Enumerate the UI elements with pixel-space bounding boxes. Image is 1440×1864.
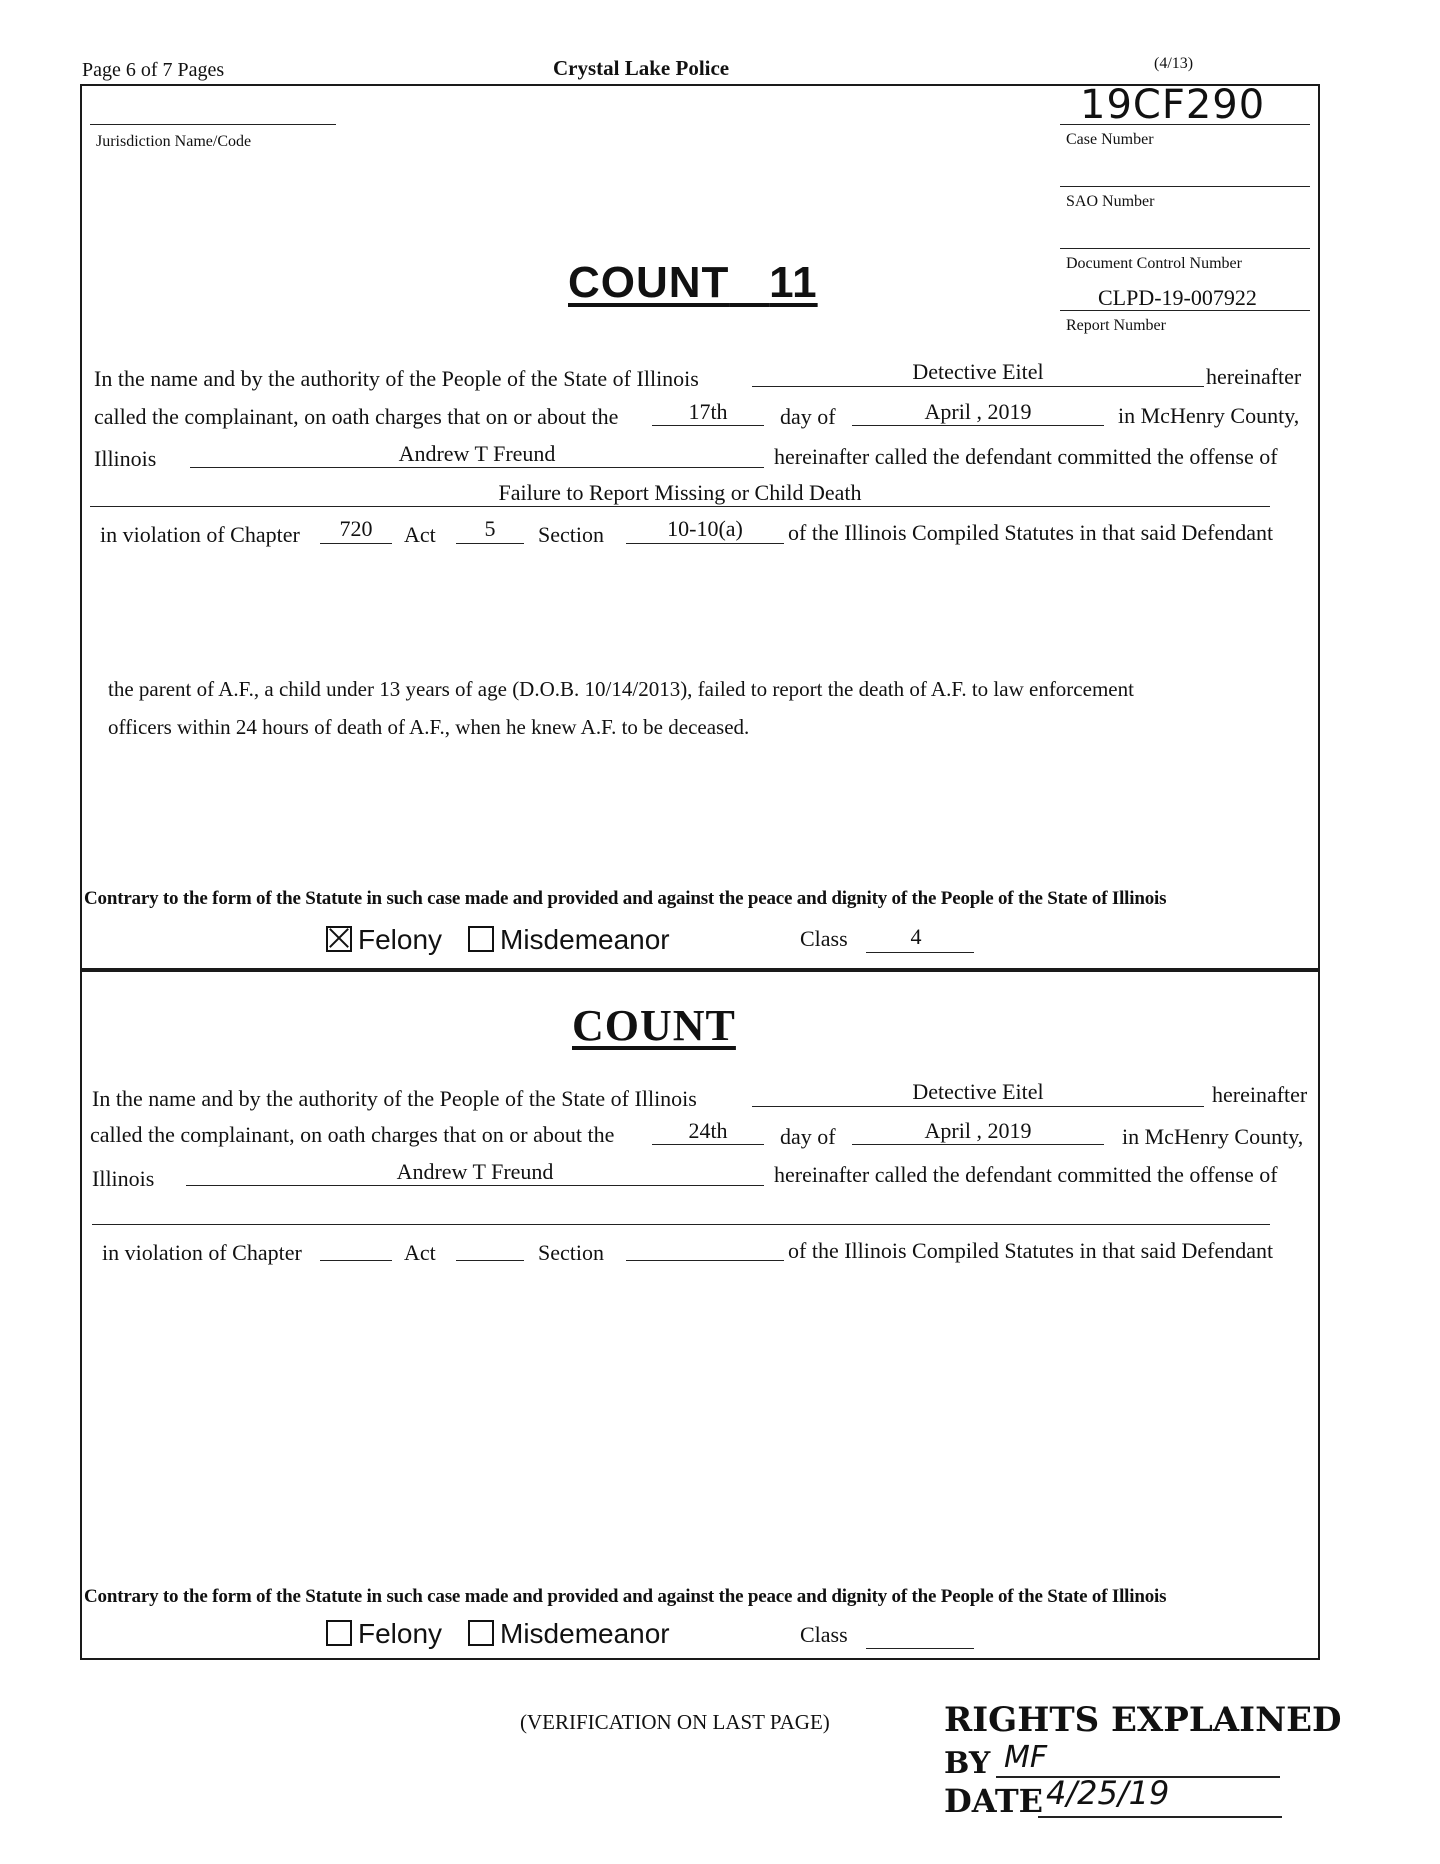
count-11-felony-checkbox[interactable] (326, 926, 352, 952)
count-blank-offense-lead: hereinafter called the defendant committed the offense of (774, 1162, 1278, 1187)
count-blank-misdemeanor-checkbox[interactable] (468, 1620, 494, 1646)
count-blank-month-year: April , 2019 (924, 1118, 1032, 1143)
count-11-complainant: Detective Eitel (912, 359, 1044, 384)
count-11-chapter-label: in violation of Chapter (100, 522, 300, 547)
count-11-authority-text: In the name and by the authority of the People of the State of Illinois (94, 366, 699, 391)
count-blank-authority-text: In the name and by the authority of the People of the State of Illinois (92, 1086, 697, 1111)
rights-explained-stamp: RIGHTS EXPLAINED (944, 1700, 1342, 1740)
case-number-value: 19CF290 (1080, 82, 1266, 128)
count-blank-contrary-clause: Contrary to the form of the Statute in such case made and provided and against the peace and dignity of the People of the State of Illinois (84, 1586, 1167, 1607)
count-11-title (568, 258, 818, 308)
stamp-date-value: 4/25/19 (1046, 1774, 1170, 1812)
count-blank-hereinafter: hereinafter (1212, 1082, 1308, 1107)
page-label: Page 6 of 7 Pages (82, 59, 225, 81)
count-11-narrative-line-1: the parent of A.F., a child under 13 years of age (D.O.B. 10/14/2013), failed to report the death of A.F. to law enforcement (108, 677, 1134, 701)
count-11-misdemeanor-option[interactable] (468, 924, 670, 956)
jurisdiction-label: Jurisdiction Name/Code (96, 133, 252, 150)
count-11-offense-line (90, 506, 1270, 507)
count-blank-chapter-label: in violation of Chapter (102, 1240, 302, 1265)
case-number-label: Case Number (1066, 131, 1154, 148)
count-blank-panel (80, 970, 1320, 1660)
count-blank-misdemeanor-option[interactable] (468, 1618, 670, 1650)
count-11-day-of: day of (780, 404, 836, 429)
count-11-class-line (866, 952, 974, 953)
count-11-misdemeanor-checkbox[interactable] (468, 926, 494, 952)
count-11-defendant: Andrew T Freund (398, 441, 556, 466)
count-11-month-line (852, 425, 1104, 426)
stamp-by-label: BY (944, 1746, 991, 1781)
jurisdiction-line (90, 124, 336, 125)
count-11-misdemeanor-label: Misdemeanor (500, 924, 670, 955)
count-11-act-label: Act (404, 522, 436, 547)
count-blank-chapter-line (320, 1260, 392, 1261)
count-11-chapter-line (320, 543, 392, 544)
stamp-date-label: DATE (944, 1782, 1044, 1820)
count-blank-felony-checkbox[interactable] (326, 1620, 352, 1646)
count-blank-complainant-line (752, 1106, 1204, 1107)
count-11-month-year: April , 2019 (924, 399, 1032, 424)
count-11-complainant-line (752, 386, 1204, 387)
count-11-felony-label: Felony (358, 924, 443, 955)
agency-name: Crystal Lake Police (553, 56, 730, 80)
count-11-oath-text: called the complainant, on oath charges that on or about the (94, 404, 619, 429)
count-11-section: 10-10(a) (667, 516, 743, 541)
count-11-county: in McHenry County, (1118, 403, 1300, 428)
count-blank-day-line (652, 1144, 764, 1145)
count-11-offense: Failure to Report Missing or Child Death (498, 480, 862, 505)
count-blank-offense-line (92, 1224, 1270, 1225)
count-11-chapter: 720 (339, 516, 373, 541)
count-blank-title: COUNT (572, 1001, 736, 1050)
count-blank-felony-option[interactable] (326, 1618, 442, 1650)
sao-number-line (1060, 186, 1310, 187)
count-blank-act-label: Act (404, 1240, 436, 1265)
count-11-statute-text: of the Illinois Compiled Statutes in that said Defendant (788, 520, 1274, 545)
count-11-illinois: Illinois (94, 446, 157, 471)
case-number-line (1060, 124, 1310, 125)
count-11-section-line (626, 543, 784, 544)
count-11-contrary-clause: Contrary to the form of the Statute in such case made and provided and against the peace and dignity of the People of the State of Illinois (84, 888, 1167, 909)
count-11-class-value: 4 (910, 924, 922, 949)
count-blank-statute-text: of the Illinois Compiled Statutes in that said Defendant (788, 1238, 1274, 1263)
report-number-label: Report Number (1066, 317, 1166, 334)
verification-note: (VERIFICATION ON LAST PAGE) (520, 1710, 830, 1734)
count-blank-misdemeanor-label: Misdemeanor (500, 1618, 670, 1649)
count-11-day-line (652, 425, 764, 426)
report-number-line (1060, 310, 1310, 311)
count-11-word: COUNT (568, 258, 730, 307)
count-11-section-label: Section (538, 522, 604, 547)
count-11-defendant-line (190, 467, 764, 468)
count-blank-oath-text: called the complainant, on oath charges that on or about the (90, 1122, 615, 1147)
count-blank-day-of: day of (780, 1124, 836, 1149)
count-blank-defendant-line (186, 1185, 764, 1186)
doc-control-line (1060, 248, 1310, 249)
count-11-narrative-line-2: officers within 24 hours of death of A.F., when he knew A.F. to be deceased. (108, 715, 750, 739)
count-11-felony-option[interactable] (326, 924, 442, 956)
report-number-value: CLPD-19-007922 (1098, 285, 1257, 310)
count-11-day: 17th (688, 399, 728, 424)
count-11-class-label: Class (800, 926, 848, 951)
count-blank-illinois: Illinois (92, 1166, 155, 1191)
stamp-date-line (1038, 1816, 1282, 1818)
count-blank-county: in McHenry County, (1122, 1124, 1304, 1149)
count-11-offense-lead: hereinafter called the defendant committed the offense of (774, 444, 1278, 469)
count-blank-felony-label: Felony (358, 1618, 443, 1649)
count-blank-class-line (866, 1648, 974, 1649)
count-blank-day: 24th (688, 1118, 728, 1143)
count-11-act-line (456, 543, 524, 544)
count-11-number: 11 (769, 258, 818, 307)
count-blank-defendant: Andrew T Freund (396, 1159, 554, 1184)
count-11-hereinafter: hereinafter (1206, 364, 1302, 389)
form-revision: (4/13) (1154, 55, 1194, 72)
count-blank-section-line (626, 1260, 784, 1261)
count-11-narrative (108, 670, 1278, 746)
count-blank-complainant: Detective Eitel (912, 1079, 1044, 1104)
count-11-act: 5 (484, 516, 496, 541)
count-blank-class-label: Class (800, 1622, 848, 1647)
stamp-by-initials: MF (1004, 1740, 1048, 1775)
sao-number-label: SAO Number (1066, 193, 1155, 210)
doc-control-label: Document Control Number (1066, 255, 1242, 272)
count-blank-month-line (852, 1144, 1104, 1145)
count-blank-section-label: Section (538, 1240, 604, 1265)
count-blank-act-line (456, 1260, 524, 1261)
